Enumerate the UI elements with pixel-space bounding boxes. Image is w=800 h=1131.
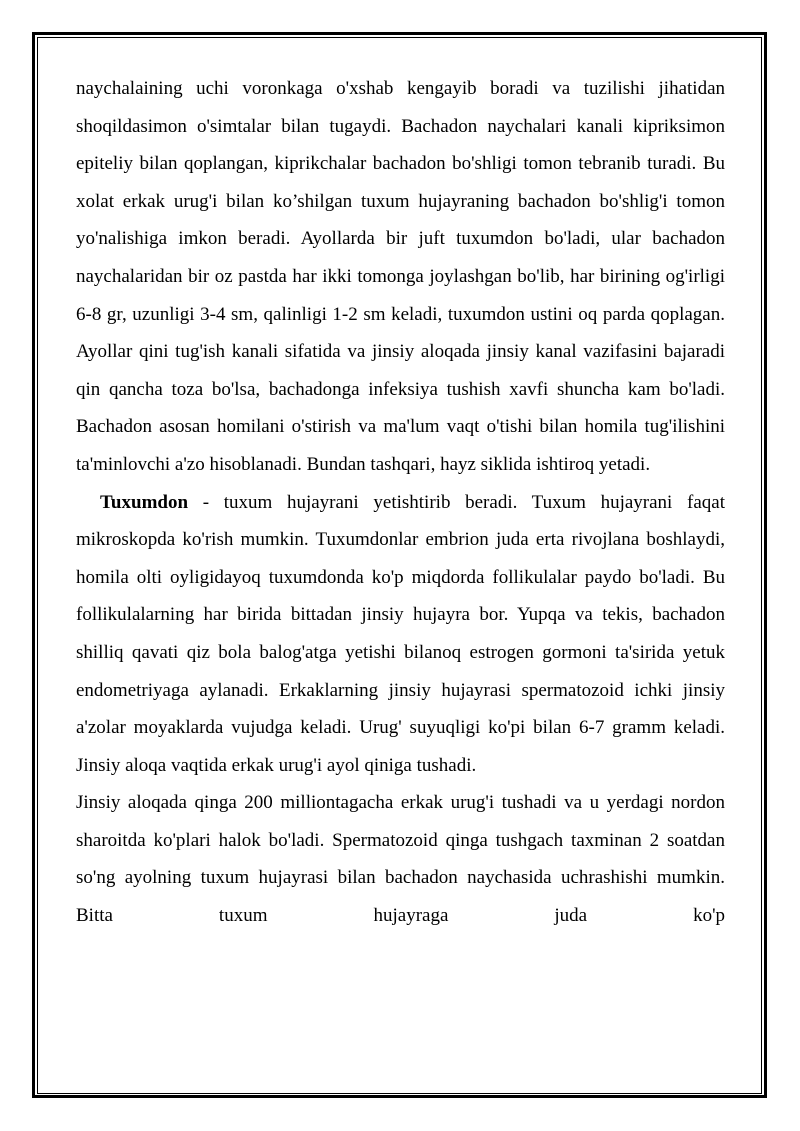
document-body [76, 70, 725, 935]
paragraph-1: naychalaining uchi voronkaga o'xshab kengayib boradi va tuzilishi jihatidan shoqildasimon o'simtalar bilan tugaydi. Bachadon naychalari kanali kipriksimon epiteliy bilan qoplangan, kiprikchalar bachadon bo'shligi tomon tebranib turadi. Bu xolat erkak urug'i bilan ko’shilgan tuxum hujayraning bachadon bo'shlig'i tomon yo'nalishiga imkon beradi. Ayollarda bir juft tuxumdon bo'ladi, ular bachadon naychalaridan bir oz pastda har ikki tomonga joylashgan bo'lib, har birining og'irligi 6-8 gr, uzunligi 3-4 sm, qalinligi 1-2 sm keladi, tuxumdon ustini oq parda qoplagan. Ayollar qini tug'ish kanali sifatida va jinsiy aloqada jinsiy kanal vazifasini bajaradi qin qancha toza bo'lsa, bachadonga infeksiya tushish xavfi shuncha kam bo'ladi. Bachadon asosan homilani o'stirish va ma'lum vaqt o'tishi bilan homila tug'ilishini ta'minlovchi a'zo hisoblanadi. Bundan tashqari, hayz siklida ishtiroq yetadi. [76, 78, 725, 475]
paragraph-3: Jinsiy aloqada qinga 200 milliontagacha erkak urug'i tushadi va u yerdagi nordon sharoitda ko'plari halok bo'ladi. Spermatozoid qinga tushgach taxminan 2 soatdan so'ng ayolning tuxum hujayrasi bilan bachadon naychasida uchrashishi mumkin. Bitta tuxum hujayraga juda ko'p [76, 792, 725, 927]
term-tuxumdon: Tuxumdon [100, 491, 189, 513]
paragraph-2 [76, 484, 725, 785]
paragraph-2-text: - tuxum hujayrani yetishtirib beradi. Tuxum hujayrani faqat mikroskopda ko'rish mumkin. Tuxumdonlar embrion juda erta rivojlana boshlaydi, homila olti oyligidayoq tuxumdonda ko'p miqdorda follikulalar paydo bo'ladi. Bu follikulalarning har birida bittadan jinsiy hujayra bor. Yupqa va tekis, bachadon shilliq qavati qiz bola balog'atga yetishi bilanoq estrogen gormoni ta'sirida yetuk endometriyaga aylanadi. Erkaklarning jinsiy hujayrasi spermatozoid ichki jinsiy a'zolar moyaklarda vujudga keladi. Urug' suyuqligi ko'pi bilan 6-7 gramm keladi. Jinsiy aloqa vaqtida erkak urug'i ayol qiniga tushadi. [76, 491, 725, 776]
